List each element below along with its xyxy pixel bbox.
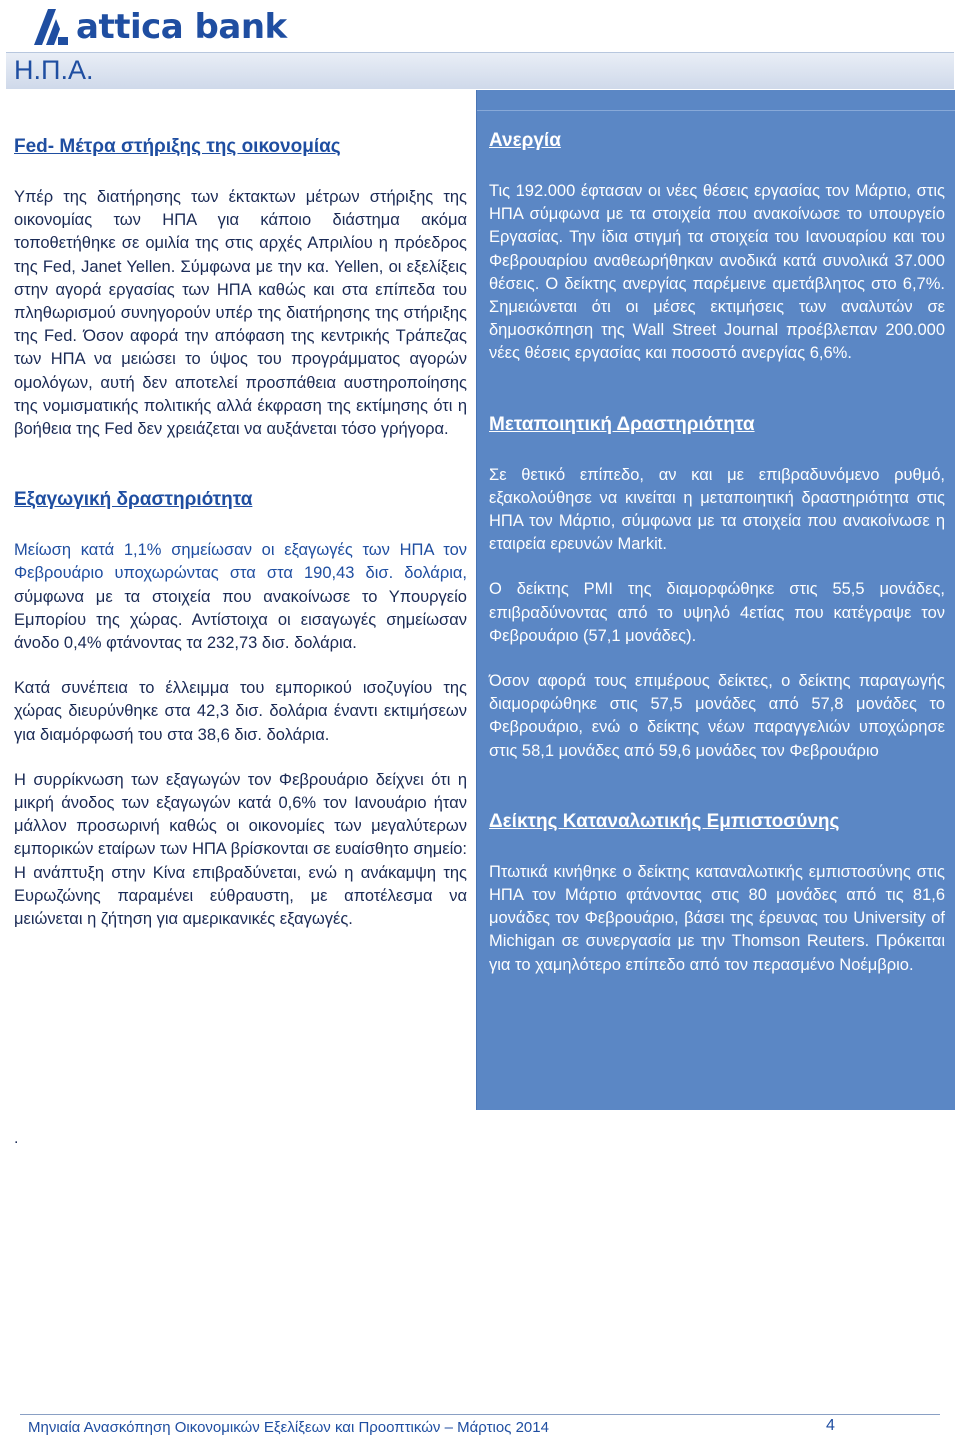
left-column: [14, 136, 467, 931]
stray-dot: .: [14, 1130, 19, 1147]
page-number: 4: [826, 1417, 835, 1434]
manufacturing-paragraph-1: Σε θετικό επίπεδο, αν και με επιβραδυνόμενο ρυθμό, εξακολούθησε να κινείται η μεταποιητική δραστηριότητα στις ΗΠΑ τον Μάρτιο, σύμφωνα με τα στοιχεία που ανακοίνωσε η εταιρεία ερευνών Markit.: [489, 465, 945, 554]
confidence-heading: Δείκτης Καταναλωτικής Εμπιστοσύνης: [489, 810, 840, 832]
fed-body: Υπέρ της διατήρησης των έκτακτων μέτρων στήριξης της οικονομίας των ΗΠΑ για κάποιο διάστημα ακόμα τοποθετήθηκε σε ομιλία της στις αρχές Απριλίου η πρόεδρος της Fed, Janet Yellen. Σύμφωνα με την κα. Yellen, οι εξελίξεις στην αγορά εργασίας των ΗΠΑ καθώς και στα επίπεδα του πληθωρισμού συνηγορούν υπέρ της διατήρησης της στήριξης της Fed. Όσον αφορά την απόφαση της κεντρικής Τράπεζας των ΗΠΑ να μειώσει το ύψος του προγράμματος αγορών ομολόγων, αυτή δεν αποτελεί προσπάθεια αυστηροποίησης της νομισματικής πολιτικής αλλά έκφραση της εκτίμησης ότι η βοήθεια της Fed δεν χρειάζεται να αυξάνεται τόσο γρήγορα.: [14, 188, 467, 439]
manufacturing-heading: Μεταποιητική Δραστηριότητα: [489, 413, 755, 435]
exports-heading: Εξαγωγική δραστηριότητα: [14, 489, 253, 511]
unemployment-body: Τις 192.000 έφτασαν οι νέες θέσεις εργασίας τον Μάρτιο, στις ΗΠΑ σύμφωνα με τα στοιχεία που ανακοίνωσε το υπουργείο Εργασίας. Την ίδια στιγμή τα στοιχεία του Ιανουαρίου και του Φεβρουαρίου αναθεωρήθηκαν ανοδικά κατά συνολικά 37.000 θέσεις. Ο δείκτης ανεργίας παρέμεινε αμετάβλητος στο 6,7%. Σημειώνεται ότι οι μέσες εκτιμήσεις των αναλυτών σε δημοσκόπηση της Wall Street Journal προέβλεπαν 200.000 νέες θέσεις εργασίας και ποσοστό ανεργίας 6,6%.: [489, 182, 945, 363]
footer-title: Μηνιαία Ανασκόπηση Οικονομικών Εξελίξεων και Προοπτικών – Μάρτιος 2014: [28, 1419, 549, 1436]
exports-paragraph-1: [14, 539, 467, 655]
unemployment-heading: Ανεργία: [489, 130, 561, 151]
manufacturing-paragraph-3: Όσον αφορά τους επιμέρους δείκτες, ο δείκτης παραγωγής διαμορφώθηκε στις 57,5 μονάδες από 57,8 μονάδες το Φεβρουάριο, ενώ ο δείκτης νέων παραγγελιών υποχώρησε στις 58,1 μονάδες από 59,6 μονάδες τον Φεβρουάριο: [489, 672, 945, 760]
exports-paragraph-3: Η συρρίκνωση των εξαγωγών τον Φεβρουάριο δείχνει ότι η μικρή άνοδος των εξαγωγών κατά 0,6% τον Ιανουάριο ήταν μάλλον προσωρινή καθώς οι οικονομίες των μεγαλύτερων εμπορικών εταίρων των ΗΠΑ βρίσκονται σε ευαίσθητο σημείο: Η ανάπτυξη στην Κίνα επιβραδύνεται, ενώ η ανάκαμψη της Ευρωζώνης παραμένει εύθραυστη, με αποτέλεσμα να μειώνεται η ζήτηση για αμερικανικές εξαγωγές.: [14, 770, 467, 929]
fed-heading: Fed- Μέτρα στήριξης της οικονομίας: [14, 136, 341, 157]
right-panel: [476, 90, 955, 1110]
exports-rest: σύμφωνα με τα στοιχεία που ανακοίνωσε το Υπουργείο Εμπορίου της χώρας. Αντίστοιχα οι εισαγωγές σημείωσαν άνοδο 0,4% φτάνοντας τα 232,73 δισ. δολάρια.: [14, 587, 467, 653]
right-panel-content: [489, 130, 945, 977]
attica-bank-logo: [30, 6, 287, 48]
manufacturing-paragraph-2: Ο δείκτης PMI της διαμορφώθηκε στις 55,5 μονάδες, επιβραδύνοντας από το υψηλό 4ετίας που κατέγραψε τον Φεβρουάριο (57,1 μονάδες).: [489, 580, 945, 645]
attica-logo-mark-icon: [30, 7, 70, 47]
region-title: Η.Π.Α.: [14, 55, 94, 85]
footer-divider: [20, 1414, 940, 1415]
logo-text: attica bank: [76, 7, 287, 47]
exports-lead: Μείωση κατά 1,1% σημείωσαν οι εξαγωγές των ΗΠΑ τον Φεβρουάριο υποχωρώντας στα στα 190,43 δισ. δολάρια,: [14, 541, 467, 583]
region-bar: [6, 52, 954, 89]
confidence-body: Πτωτικά κινήθηκε ο δείκτης καταναλωτικής εμπιστοσύνης στις ΗΠΑ τον Μάρτιο φτάνοντας στις 80 μονάδες από τις 81,6 μονάδες τον Φεβρουάριο, βάσει της έρευνας του University of Michigan σε συνεργασία με την Thomson Reuters. Πρόκειται για το χαμηλότερο επίπεδο από τον περασμένο Νοέμβριο.: [489, 862, 945, 974]
exports-paragraph-2: Κατά συνέπεια το έλλειμμα του εμπορικού ισοζυγίου της χώρας διευρύνθηκε στα 42,3 δισ. δολάρια έναντι εκτιμήσεων για διαμόρφωσή του στα 38,6 δισ. δολάρια.: [14, 679, 467, 744]
